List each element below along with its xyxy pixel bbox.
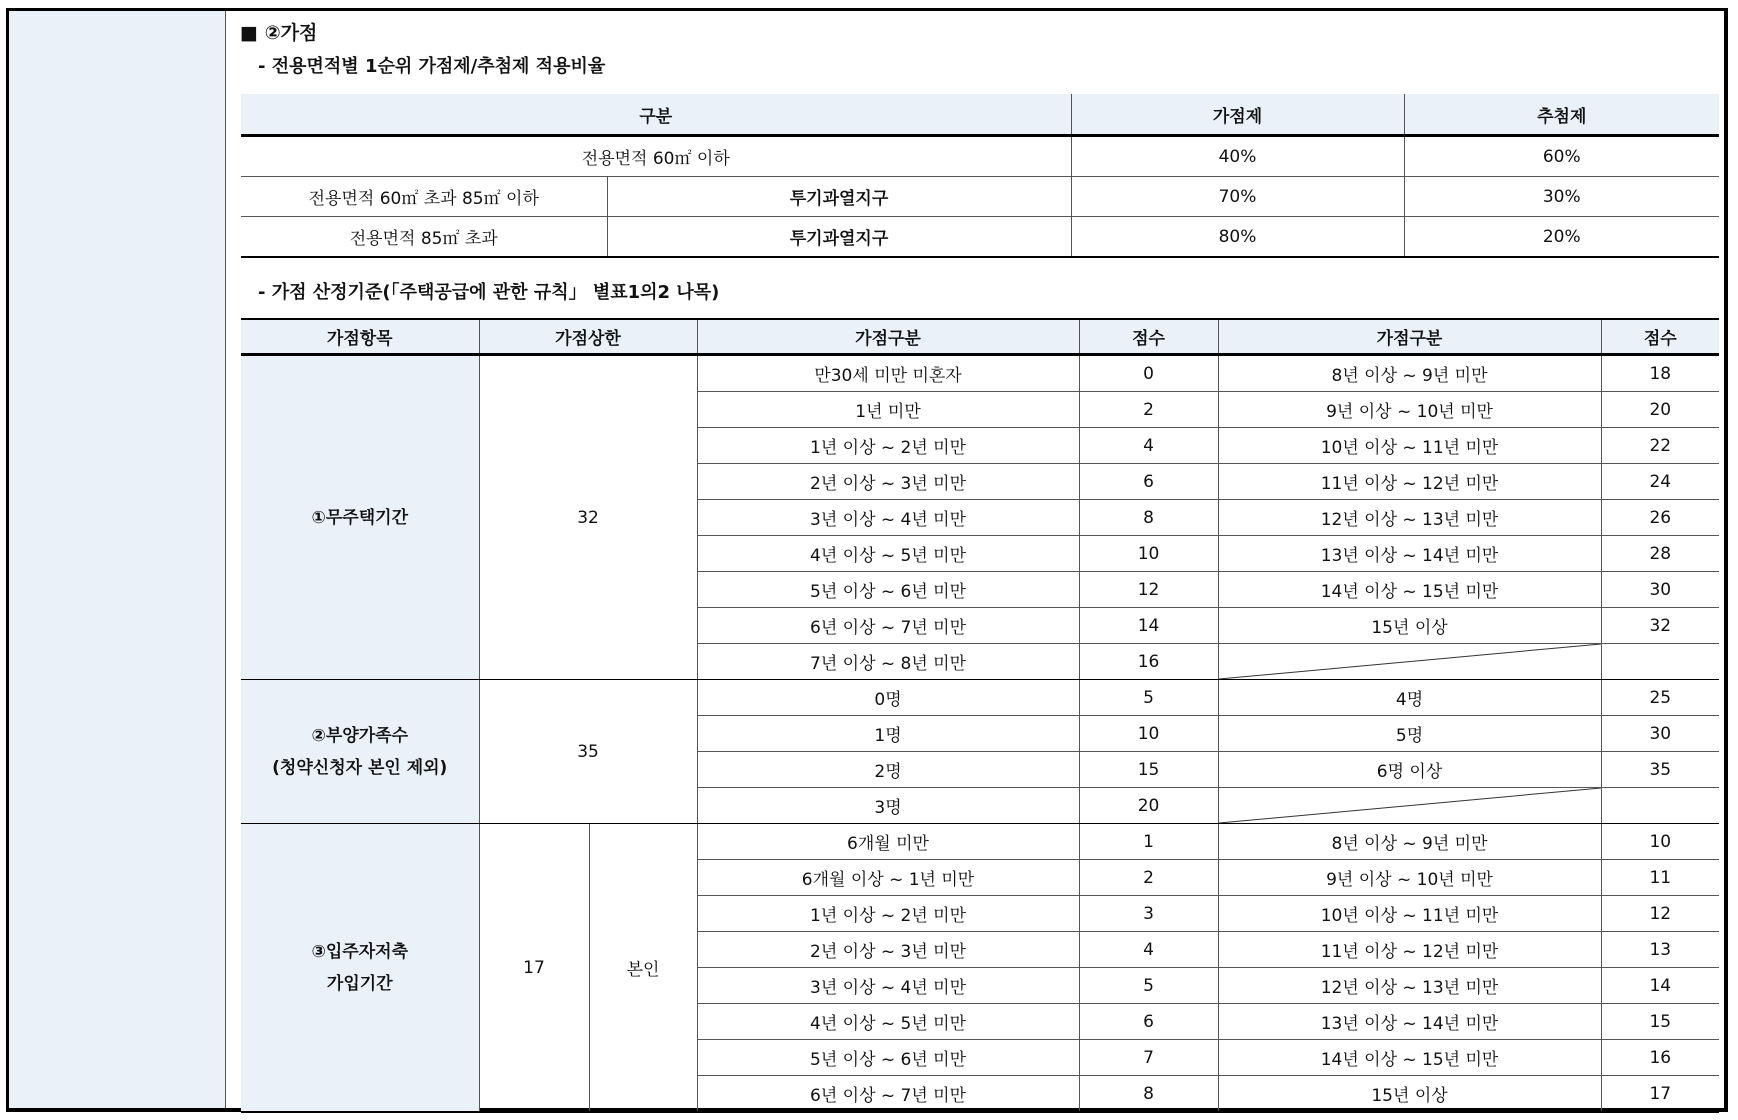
class-cell: 5년 이상 ~ 6년 미만 (697, 1040, 1079, 1076)
class-cell: 만30세 미만 미혼자 (697, 355, 1079, 392)
score-cell: 11 (1601, 860, 1719, 896)
class-cell: 15년 이상 (1218, 1076, 1601, 1113)
ratio-header-category: 구분 (241, 94, 1071, 136)
score-table (241, 318, 1719, 1113)
item-savings-line2: 가입기간 (326, 973, 393, 994)
item-no-house: ①무주택기간 (241, 355, 479, 680)
score-cell: 5 (1079, 968, 1218, 1004)
ratio-row (241, 217, 1719, 258)
header-score-2: 점수 (1601, 319, 1719, 355)
item-dependents-line2: (청약신청자 본인 제외) (272, 757, 448, 778)
score-cell: 7 (1079, 1040, 1218, 1076)
score-cell: 12 (1601, 896, 1719, 932)
item-dependents (241, 680, 479, 824)
score-cell: 24 (1601, 464, 1719, 500)
class-cell: 15년 이상 (1218, 608, 1601, 644)
score-cell: 15 (1079, 752, 1218, 788)
score-cell: 26 (1601, 500, 1719, 536)
savings-holder: 본인 (589, 824, 697, 1113)
ratio-table (241, 94, 1719, 258)
class-cell: 2년 이상 ~ 3년 미만 (697, 464, 1079, 500)
score-cell: 1 (1079, 824, 1218, 860)
score-cell: 12 (1079, 572, 1218, 608)
class-cell: 8년 이상 ~ 9년 미만 (1218, 824, 1601, 860)
header-class-1: 가점구분 (697, 319, 1079, 355)
ratio-area: 전용면적 60㎡ 이하 (241, 136, 1071, 177)
class-cell: 11년 이상 ~ 12년 미만 (1218, 464, 1601, 500)
class-cell: 10년 이상 ~ 11년 미만 (1218, 896, 1601, 932)
score-cell: 10 (1079, 716, 1218, 752)
score-cell: 17 (1601, 1076, 1719, 1113)
item-savings-line1: ③입주자저축 (311, 941, 408, 962)
score-header-row (241, 319, 1719, 355)
ratio-row (241, 177, 1719, 217)
ratio-chucheom: 30% (1404, 177, 1719, 217)
max-savings: 17 (479, 824, 589, 1113)
score-cell: 8 (1079, 1076, 1218, 1113)
class-cell: 11년 이상 ~ 12년 미만 (1218, 932, 1601, 968)
class-cell: 2년 이상 ~ 3년 미만 (697, 932, 1079, 968)
class-cell: 2명 (697, 752, 1079, 788)
section-title: ■ ②가점 (240, 22, 318, 44)
score-cell: 22 (1601, 428, 1719, 464)
class-cell: 1명 (697, 716, 1079, 752)
ratio-area: 전용면적 60㎡ 초과 85㎡ 이하 (241, 177, 607, 217)
ratio-header-chucheom: 추첨제 (1404, 94, 1719, 136)
score-cell: 32 (1601, 608, 1719, 644)
left-label-column (9, 11, 226, 1108)
max-no-house: 32 (479, 355, 697, 680)
score-cell: 5 (1079, 680, 1218, 716)
score-row (241, 680, 1719, 716)
score-cell: 4 (1079, 428, 1218, 464)
score-cell: 25 (1601, 680, 1719, 716)
score-cell: 28 (1601, 536, 1719, 572)
class-cell: 6년 이상 ~ 7년 미만 (697, 1076, 1079, 1113)
empty-diagonal-cell (1218, 788, 1601, 824)
score-cell: 2 (1079, 392, 1218, 428)
score-cell: 3 (1079, 896, 1218, 932)
class-cell: 3년 이상 ~ 4년 미만 (697, 500, 1079, 536)
class-cell: 3명 (697, 788, 1079, 824)
score-cell: 14 (1601, 968, 1719, 1004)
score-cell: 35 (1601, 752, 1719, 788)
ratio-header-row (241, 94, 1719, 136)
class-cell: 6개월 이상 ~ 1년 미만 (697, 860, 1079, 896)
item-savings (241, 824, 479, 1113)
score-cell: 8 (1079, 500, 1218, 536)
header-item: 가점항목 (241, 319, 479, 355)
class-cell: 13년 이상 ~ 14년 미만 (1218, 1004, 1601, 1040)
score-cell: 2 (1079, 860, 1218, 896)
score-row (241, 824, 1719, 860)
score-cell: 0 (1079, 355, 1218, 392)
score-cell (1601, 644, 1719, 680)
score-cell: 30 (1601, 716, 1719, 752)
class-cell: 1년 이상 ~ 2년 미만 (697, 428, 1079, 464)
item-dependents-line1: ②부양가족수 (311, 725, 408, 746)
class-cell: 4년 이상 ~ 5년 미만 (697, 1004, 1079, 1040)
criteria-subtitle: - 가점 산정기준(「주택공급에 관한 규칙」 별표1의2 나목) (258, 282, 720, 303)
score-cell: 20 (1079, 788, 1218, 824)
class-cell: 9년 이상 ~ 10년 미만 (1218, 860, 1601, 896)
empty-diagonal-cell (1218, 644, 1601, 680)
class-cell: 14년 이상 ~ 15년 미만 (1218, 572, 1601, 608)
class-cell: 6명 이상 (1218, 752, 1601, 788)
score-cell (1601, 788, 1719, 824)
score-cell: 6 (1079, 1004, 1218, 1040)
ratio-gajeom: 70% (1071, 177, 1404, 217)
diagonal-line (1219, 788, 1601, 823)
class-cell: 0명 (697, 680, 1079, 716)
class-cell: 9년 이상 ~ 10년 미만 (1218, 392, 1601, 428)
ratio-chucheom: 60% (1404, 136, 1719, 177)
ratio-chucheom: 20% (1404, 217, 1719, 258)
score-row (241, 355, 1719, 392)
class-cell: 6년 이상 ~ 7년 미만 (697, 608, 1079, 644)
score-cell: 10 (1601, 824, 1719, 860)
class-cell: 12년 이상 ~ 13년 미만 (1218, 968, 1601, 1004)
score-cell: 13 (1601, 932, 1719, 968)
score-cell: 15 (1601, 1004, 1719, 1040)
ratio-area: 전용면적 85㎡ 초과 (241, 217, 607, 258)
ratio-gajeom: 40% (1071, 136, 1404, 177)
score-cell: 16 (1601, 1040, 1719, 1076)
class-cell: 5명 (1218, 716, 1601, 752)
class-cell: 4명 (1218, 680, 1601, 716)
class-cell: 1년 미만 (697, 392, 1079, 428)
score-cell: 6 (1079, 464, 1218, 500)
score-cell: 14 (1079, 608, 1218, 644)
diagonal-line (1219, 644, 1601, 679)
class-cell: 6개월 미만 (697, 824, 1079, 860)
class-cell: 1년 이상 ~ 2년 미만 (697, 896, 1079, 932)
class-cell: 4년 이상 ~ 5년 미만 (697, 536, 1079, 572)
class-cell: 5년 이상 ~ 6년 미만 (697, 572, 1079, 608)
max-dependents: 35 (479, 680, 697, 824)
class-cell: 8년 이상 ~ 9년 미만 (1218, 355, 1601, 392)
ratio-zone: 투기과열지구 (607, 217, 1071, 258)
class-cell: 7년 이상 ~ 8년 미만 (697, 644, 1079, 680)
ratio-zone: 투기과열지구 (607, 177, 1071, 217)
score-cell: 20 (1601, 392, 1719, 428)
header-score-1: 점수 (1079, 319, 1218, 355)
ratio-gajeom: 80% (1071, 217, 1404, 258)
header-class-2: 가점구분 (1218, 319, 1601, 355)
class-cell: 14년 이상 ~ 15년 미만 (1218, 1040, 1601, 1076)
ratio-subtitle: - 전용면적별 1순위 가점제/추첨제 적용비율 (258, 56, 606, 77)
ratio-row (241, 136, 1719, 177)
class-cell: 13년 이상 ~ 14년 미만 (1218, 536, 1601, 572)
score-cell: 4 (1079, 932, 1218, 968)
header-max: 가점상한 (479, 319, 697, 355)
score-cell: 10 (1079, 536, 1218, 572)
class-cell: 3년 이상 ~ 4년 미만 (697, 968, 1079, 1004)
class-cell: 12년 이상 ~ 13년 미만 (1218, 500, 1601, 536)
score-cell: 30 (1601, 572, 1719, 608)
ratio-header-gajeom: 가점제 (1071, 94, 1404, 136)
score-cell: 18 (1601, 355, 1719, 392)
score-cell: 16 (1079, 644, 1218, 680)
class-cell: 10년 이상 ~ 11년 미만 (1218, 428, 1601, 464)
